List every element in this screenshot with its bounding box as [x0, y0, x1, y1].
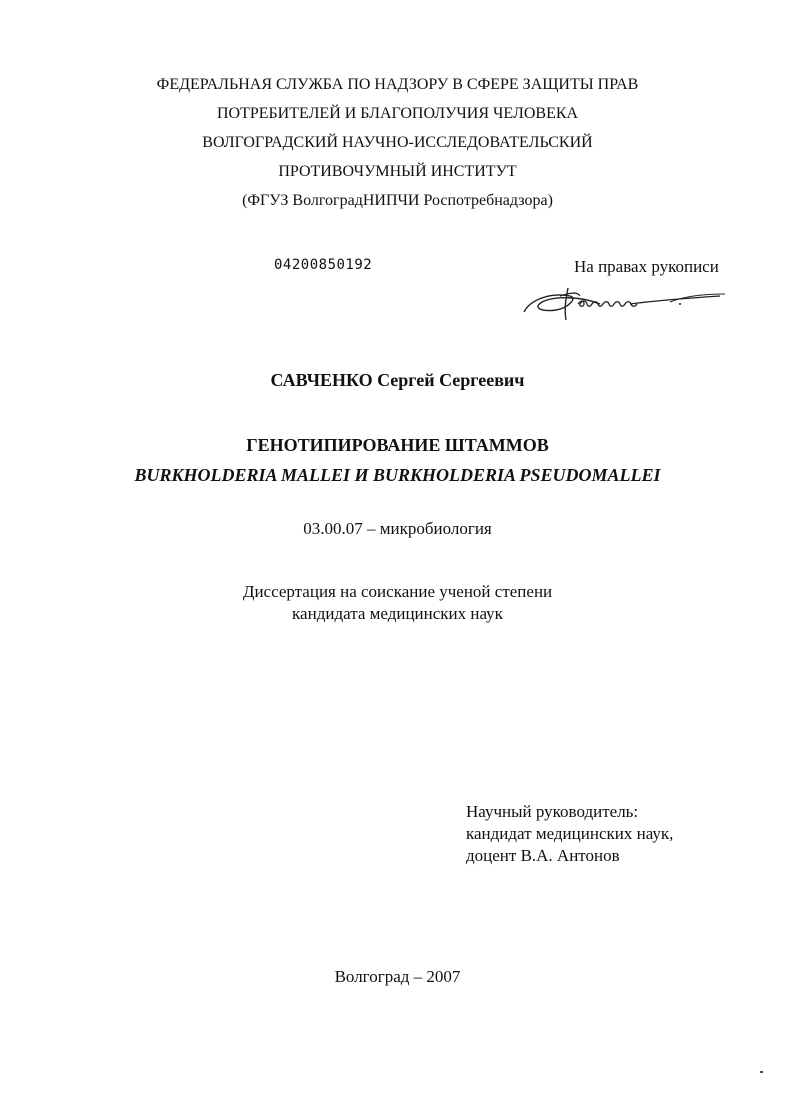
- document-number: 04200850192: [274, 257, 373, 273]
- supervisor-block: [466, 801, 673, 867]
- degree-line-1: Диссертация на соискание ученой степени: [242, 582, 553, 601]
- header-line: ПОТРЕБИТЕЛЕЙ И БЛАГОПОЛУЧИЯ ЧЕЛОВЕКА: [216, 105, 579, 122]
- degree-line-2: кандидата медицинских наук: [292, 604, 503, 623]
- supervisor-degree: кандидат медицинских наук,: [466, 824, 674, 843]
- specialty: 03.00.07 – микробиология: [303, 519, 492, 538]
- header-line: ПРОТИВОЧУМНЫЙ ИНСТИТУТ: [278, 163, 517, 180]
- header-line: (ФГУЗ ВолгоградНИПЧИ Роспотребнадзора): [242, 192, 553, 209]
- author-name: САВЧЕНКО Сергей Сергеевич: [270, 370, 525, 390]
- dissertation-title: [0, 430, 795, 490]
- signature-icon: [520, 282, 730, 326]
- city-year: Волгоград – 2007: [334, 967, 461, 986]
- scan-speck: [760, 1071, 763, 1073]
- header-line: ФЕДЕРАЛЬНАЯ СЛУЖБА ПО НАДЗОРУ В СФЕРЕ ЗАЩИТЫ ПРАВ: [156, 76, 639, 93]
- manuscript-note: На правах рукописи: [574, 257, 719, 276]
- supervisor-label: Научный руководитель:: [466, 802, 639, 821]
- degree-statement: [0, 581, 795, 625]
- supervisor-name: доцент В.А. Антонов: [466, 846, 620, 865]
- header-line: ВОЛГОГРАДСКИЙ НАУЧНО-ИССЛЕДОВАТЕЛЬСКИЙ: [202, 134, 593, 151]
- institution-header: [0, 70, 795, 215]
- title-line-1: ГЕНОТИПИРОВАНИЕ ШТАММОВ: [246, 435, 549, 455]
- title-line-2: BURKHOLDERIA MALLEI И BURKHOLDERIA PSEUDOMALLEI: [134, 465, 661, 485]
